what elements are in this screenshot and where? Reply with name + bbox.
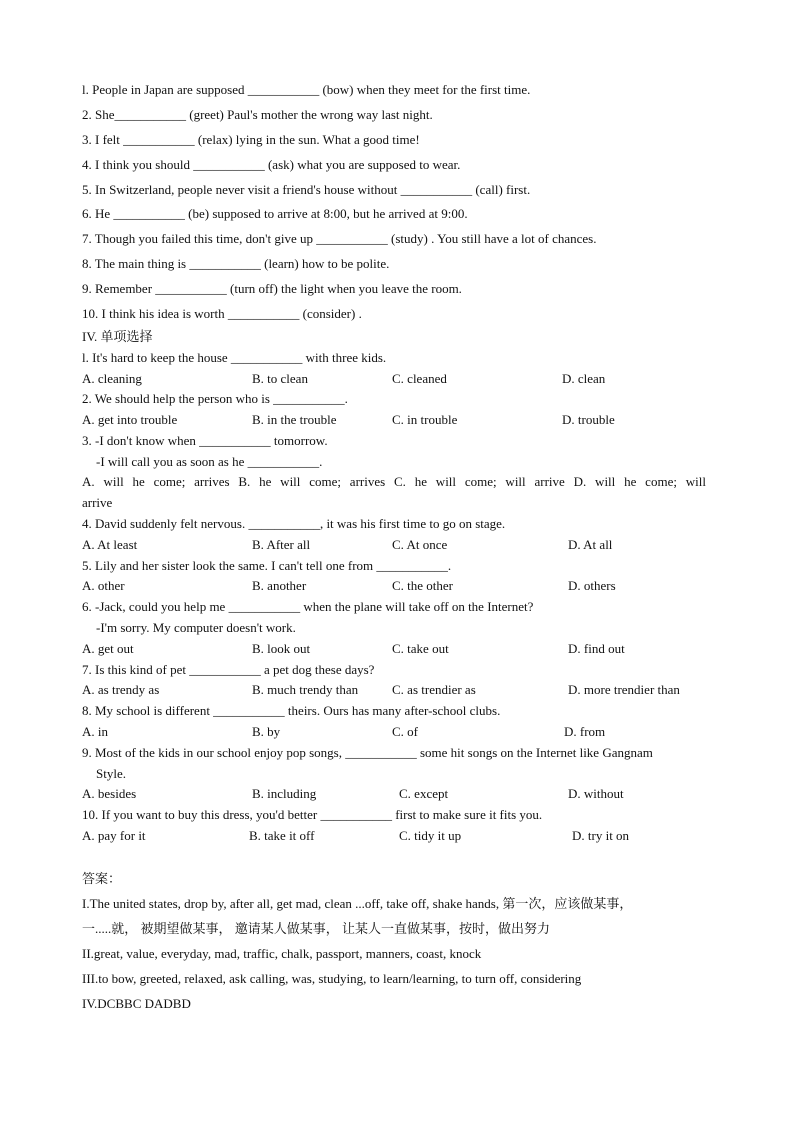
option-b: B. take it off — [249, 828, 315, 844]
option-d: D. from — [564, 724, 606, 740]
option-b: B. look out — [252, 640, 311, 656]
question-stem: 3. -I don't know when ___________ tomorrow. — [82, 432, 328, 448]
fill-in-question-8: 8. The main thing is ___________ (learn) how to be polite. — [82, 256, 390, 272]
option-b: B. including — [252, 786, 317, 802]
fill-in-question-3: 3. I felt ___________ (relax) lying in the sun. What a good time! — [82, 131, 420, 147]
options-row — [82, 410, 706, 431]
mc-question-2 — [82, 389, 706, 431]
question-stem: 2. We should help the person who is ___________. — [82, 391, 348, 407]
option-c: C. in trouble — [392, 412, 458, 428]
option-b: B. to clean — [252, 370, 308, 386]
options-row — [82, 826, 706, 847]
option-b: B. another — [252, 578, 307, 594]
fill-in-question-9: 9. Remember ___________ (turn off) the light when you leave the room. — [82, 281, 462, 297]
option-d: D. try it on — [572, 828, 630, 844]
question-stem: l. It's hard to keep the house ___________ with three kids. — [82, 349, 387, 365]
fill-in-question-4: 4. I think you should ___________ (ask) what you are supposed to wear. — [82, 156, 461, 172]
option-a: A. At least — [82, 536, 138, 552]
option-c: C. of — [392, 724, 418, 740]
answer-line-3: II.great, value, everyday, mad, traffic, chalk, passport, manners, coast, knock — [82, 945, 482, 961]
mc-question-10 — [82, 805, 706, 847]
options-row — [82, 576, 706, 597]
fill-in-question-7: 7. Though you failed this time, don't give up ___________ (study) . You still have a lot of chances. — [82, 231, 597, 247]
option-a: A. as trendy as — [82, 682, 160, 698]
worksheet-page — [82, 78, 706, 1016]
option-d: D. find out — [568, 640, 625, 656]
question-stem: 8. My school is different ___________ theirs. Ours has many after-school clubs. — [82, 703, 501, 719]
options-row — [82, 784, 706, 805]
options-row: A. will he come; arrives B. he will come; arrives C. he will come; will arrive D. will he come; will — [82, 474, 706, 490]
option-c: C. except — [399, 786, 449, 802]
mc-question-5 — [82, 556, 706, 598]
question-stem: 7. Is this kind of pet ___________ a pet dog these days? — [82, 661, 375, 677]
answer-line-4: III.to bow, greeted, relaxed, ask calling, was, studying, to learn/learning, to turn off, considering — [82, 970, 582, 986]
answer-line-2: 一.....就， 被期望做某事， 邀请某人做某事， 让某人一直做某事，按时，做出努力 — [82, 920, 551, 936]
question-stem-continuation: Style. — [96, 765, 126, 781]
option-b: B. by — [252, 724, 281, 740]
question-stem: 10. If you want to buy this dress, you'd better ___________ first to make sure it fits you. — [82, 807, 543, 823]
question-stem-reply: -I'm sorry. My computer doesn't work. — [96, 620, 296, 636]
mc-question-1 — [82, 348, 706, 390]
option-a: A. other — [82, 578, 125, 594]
fill-in-section — [82, 78, 706, 327]
options-row — [82, 722, 706, 743]
answer-line-1: I.The united states, drop by, after all, get mad, clean ...off, take off, shake hands, 第一次，应该做某事， — [82, 895, 633, 911]
option-a: A. cleaning — [82, 370, 142, 386]
option-c: C. as trendier as — [392, 682, 476, 698]
option-a: A. pay for it — [82, 828, 146, 844]
option-b: B. in the trouble — [252, 412, 337, 428]
option-d: D. trouble — [562, 412, 615, 428]
option-a: A. get out — [82, 640, 134, 656]
option-a: A. get into trouble — [82, 412, 178, 428]
options-row — [82, 535, 706, 556]
question-stem: 6. -Jack, could you help me ___________ when the plane will take off on the Internet? — [82, 599, 534, 615]
option-d: D. more trendier than — [568, 682, 680, 698]
option-a: A. in — [82, 724, 108, 740]
mc-question-4 — [82, 514, 706, 556]
options-row — [82, 680, 706, 701]
fill-in-question-6: 6. He ___________ (be) supposed to arrive at 8:00, but he arrived at 9:00. — [82, 206, 468, 222]
option-c: C. cleaned — [392, 370, 447, 386]
option-c: C. At once — [392, 536, 448, 552]
question-stem: 9. Most of the kids in our school enjoy pop songs, ___________ some hit songs on the Internet like Gangnam — [82, 744, 653, 760]
option-d: D. others — [568, 578, 616, 594]
mc-question-9 — [82, 743, 706, 805]
fill-in-question-1: l. People in Japan are supposed ___________ (bow) when they meet for the first time. — [82, 82, 531, 97]
question-stem-reply: -I will call you as soon as he ___________. — [96, 453, 323, 469]
option-c: C. tidy it up — [399, 828, 462, 844]
options-continuation: arrive — [82, 495, 113, 511]
fill-in-question-10: 10. I think his idea is worth ___________ (consider) . — [82, 306, 362, 322]
answer-key — [82, 866, 706, 1016]
mc-question-6 — [82, 597, 706, 659]
answer-line-5: IV.DCBBC DADBD — [82, 995, 191, 1011]
fill-in-question-2: 2. She___________ (greet) Paul's mother the wrong way last night. — [82, 106, 433, 122]
options-row — [82, 369, 706, 390]
mc-question-8 — [82, 701, 706, 743]
option-d: D. At all — [568, 536, 613, 552]
option-c: C. the other — [392, 578, 454, 594]
answer-key-title: 答案： — [82, 870, 122, 886]
question-stem: 4. David suddenly felt nervous. ___________, it was his first time to go on stage. — [82, 516, 506, 532]
mc-question-3 — [82, 431, 706, 514]
option-b: B. much trendy than — [252, 682, 359, 698]
mc-question-7 — [82, 660, 706, 702]
option-b: B. After all — [252, 536, 311, 552]
option-d: D. clean — [562, 370, 606, 386]
question-stem: 5. Lily and her sister look the same. I can't tell one from ___________. — [82, 557, 452, 573]
option-c: C. take out — [392, 640, 449, 656]
options-row — [82, 639, 706, 660]
option-a: A. besides — [82, 786, 137, 802]
fill-in-question-5: 5. In Switzerland, people never visit a friend's house without ___________ (call) first. — [82, 181, 531, 197]
section-iv-title: IV. 单项选择 — [82, 328, 153, 344]
option-d: D. without — [568, 786, 624, 802]
